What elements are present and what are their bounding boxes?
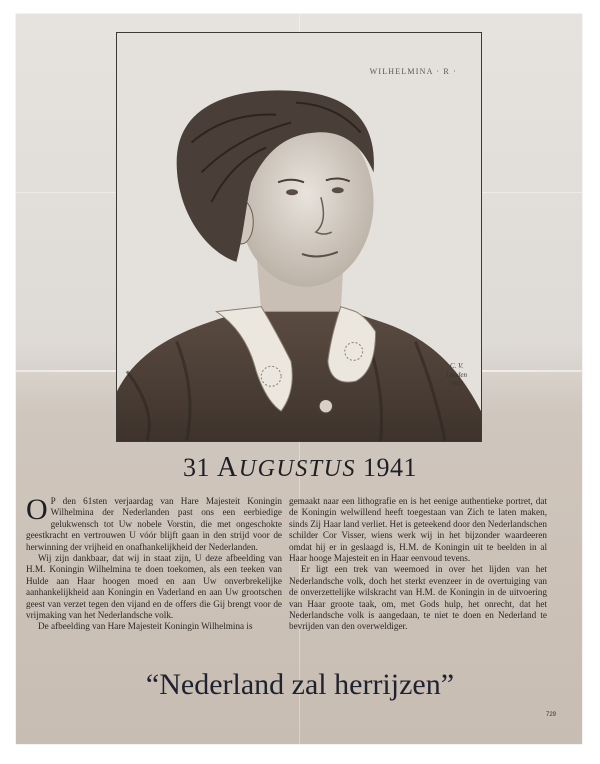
portrait-illustration xyxy=(117,33,481,441)
portrait-frame xyxy=(116,32,482,442)
date-month-rest: UGUSTUS xyxy=(238,456,356,482)
paragraph-intro xyxy=(26,493,282,553)
signature-initials: C. V. xyxy=(449,362,464,370)
body-column-left xyxy=(26,493,282,633)
paragraph-gratitude: Wij zijn dankbaar, dat wij in staat zijn, U deze afbeelding van H.M. Koningin Wilhelmina te doen toekomen, als een teeken van Hulde aan Haar hoogen moed en aan Uw onverbrekelijke aanhankelijkheid aan Koningin en Vaderland en aan Uw grootschen geest van verzet tegen den vijand en de offers die Gij brengt voor de vrijmaking van het Nederlandsche volk. xyxy=(26,553,282,621)
signature-place: Londen xyxy=(446,371,467,379)
date-day: 31 xyxy=(183,453,211,482)
artist-signature xyxy=(446,362,467,389)
paragraph-intro-text: P den 61sten verjaardag van Hare Majesteit Koningin Wilhelmina der Nederlanden past ons een eerbiedige gelukwensch tot Uw nobele Vorstin, die met ongeschokte geestkracht en vertrouwen U vóór blijft gaan in den strijd voor de herwinning der vrijheid en onafhankelijkheid der Nederlanden. xyxy=(26,496,282,552)
date-heading xyxy=(0,452,600,484)
body-column-right xyxy=(289,496,547,633)
drop-cap: O xyxy=(26,493,48,526)
paragraph-portrait-start: De afbeelding van Hare Majesteit Koningin Wilhelmina is xyxy=(38,621,253,632)
date-month xyxy=(217,452,356,483)
portrait-caption: WILHELMINA · R · xyxy=(369,67,457,76)
paragraph-melancholy: Er ligt een trek van weemoed in over het lijden van het Nederlandsche volk, doch het sterkt evenzeer in de overtuiging van de onverzettelijke wilskracht van H.M. de Koningin in de uitvoering van Haar groote taak, om, met Gods hulp, het onrecht, dat het Nederlandsche volk is aangedaan, te niet te doen en Nederland te bevrijden van den overweldiger. xyxy=(289,564,547,632)
poster-sheet xyxy=(16,14,582,744)
print-number: 729 xyxy=(545,712,556,718)
paragraph-portrait-description: gemaakt naar een lithografie en is het eenige authentieke portret, dat de Koningin welwillend heeft toegestaan van Zich te laten maken, sinds Zij Haar land verliet. Het is geteekend door den Nederlandschen schilder Cor Visser, wiens werk wij in het bijzonder waardeeren omdat hij er in geslaagd is, H.M. de Koningin uit te beelden in al Haar hooge Majesteit en in Haar eenvoud tevens. xyxy=(289,496,547,564)
motto-slogan: “Nederland zal herrijzen” xyxy=(145,668,455,701)
signature-year: 1941 xyxy=(449,380,464,388)
date-year: 1941 xyxy=(362,453,417,482)
date-month-initial: A xyxy=(217,452,239,483)
